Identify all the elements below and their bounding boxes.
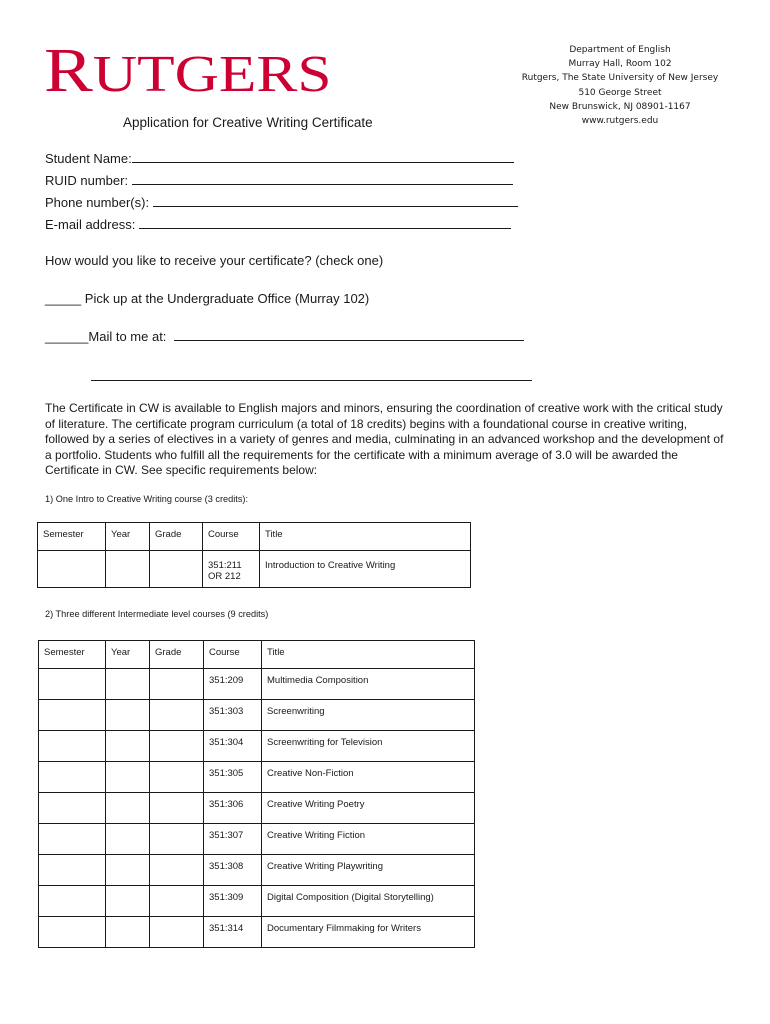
dept-line: 510 George Street [578,87,662,98]
grade-cell[interactable] [150,824,204,855]
grade-cell[interactable] [150,855,204,886]
title-cell: Documentary Filmmaking for Writers [262,917,475,948]
course-cell: 351:303 [204,700,262,731]
email-input[interactable] [139,216,511,229]
table-row [39,669,475,700]
semester-cell[interactable] [39,762,106,793]
mail-address-line-2 [91,368,532,384]
year-cell[interactable] [106,917,150,948]
year-cell[interactable] [106,551,150,588]
year-cell[interactable] [106,762,150,793]
table-header-row [39,641,475,669]
intro-requirement-label: 1) One Intro to Creative Writing course (3 credits): [45,494,249,504]
semester-cell[interactable] [39,855,106,886]
title-cell: Multimedia Composition [262,669,475,700]
email-label: E-mail address: [45,217,136,232]
title-cell: Digital Composition (Digital Storytelling) [262,886,475,917]
dept-line: New Brunswick, NJ 08901-1167 [549,101,691,112]
column-header: Year [106,523,150,551]
mail-option [45,328,524,344]
course-cell: 351:308 [204,855,262,886]
column-header: Title [262,641,475,669]
pickup-option [45,291,369,306]
semester-cell[interactable] [39,824,106,855]
mail-address-input-2[interactable] [91,368,532,381]
course-cell: 351:307 [204,824,262,855]
delivery-question: How would you like to receive your certificate? (check one) [45,253,384,268]
table-row [39,824,475,855]
semester-cell[interactable] [39,669,106,700]
phone-input[interactable] [153,194,518,207]
course-cell: 351:305 [204,762,262,793]
grade-cell[interactable] [150,551,203,588]
phone-field [45,194,518,210]
grade-cell[interactable] [150,886,204,917]
grade-cell[interactable] [150,793,204,824]
intro-course-table [37,522,471,588]
column-header: Year [106,641,150,669]
table-row [39,886,475,917]
course-cell: 351:304 [204,731,262,762]
intermediate-requirement-label: 2) Three different Intermediate level courses (9 credits) [45,609,269,619]
column-header: Course [203,523,260,551]
grade-cell[interactable] [150,731,204,762]
year-cell[interactable] [106,855,150,886]
course-cell: 351:309 [204,886,262,917]
title-cell: Creative Writing Poetry [262,793,475,824]
ruid-label: RUID number: [45,173,129,188]
year-cell[interactable] [106,700,150,731]
title-cell: Introduction to Creative Writing [260,551,471,588]
semester-cell[interactable] [39,700,106,731]
department-address [500,43,740,128]
grade-cell[interactable] [150,917,204,948]
pickup-checkbox[interactable]: _____ [45,291,82,306]
year-cell[interactable] [106,669,150,700]
table-row [39,855,475,886]
year-cell[interactable] [106,824,150,855]
column-header: Course [204,641,262,669]
title-cell: Screenwriting [262,700,475,731]
semester-cell[interactable] [39,793,106,824]
title-cell: Creative Writing Fiction [262,824,475,855]
semester-cell[interactable] [39,917,106,948]
dept-line: Murray Hall, Room 102 [568,59,672,70]
email-field [45,216,511,232]
grade-cell[interactable] [150,700,204,731]
year-cell[interactable] [106,793,150,824]
table-row [38,551,471,588]
table-row [39,731,475,762]
title-cell: Screenwriting for Television [262,731,475,762]
title-cell: Creative Writing Playwriting [262,855,475,886]
student-name-label: Student Name: [45,151,132,166]
semester-cell[interactable] [39,886,106,917]
column-header: Semester [39,641,106,669]
dept-line: Department of English [569,45,671,55]
year-cell[interactable] [106,886,150,917]
title-cell: Creative Non-Fiction [262,762,475,793]
column-header: Title [260,523,471,551]
phone-label: Phone number(s): [45,195,150,210]
intermediate-course-table [38,640,475,948]
table-row [39,762,475,793]
column-header: Semester [38,523,106,551]
course-cell: 351:306 [204,793,262,824]
rutgers-logo: RUTGERS [44,37,332,105]
column-header: Grade [150,641,204,669]
course-cell: 351:209 [204,669,262,700]
certificate-description: The Certificate in CW is available to English majors and minors, ensuring the coordination of creative work with the critical study of literature. The certificate program curriculum (a total of 18 credits) begins with a foundational course in creative writing, followed by a series of electives in a variety of genres and media, culminating in an advanced workshop and the development of a portfolio. Students who fulfill all the requirements for the certificate with a minimum average of 3.0 will be awarded the Certificate in CW. See specific requirements below: [45,401,724,478]
course-cell: 351:211 OR 212 [203,551,260,588]
grade-cell[interactable] [150,669,204,700]
mail-label: Mail to me at: [88,329,167,344]
mail-address-input[interactable] [174,328,524,341]
dept-line: www.rutgers.edu [581,116,659,127]
mail-checkbox[interactable]: ______ [45,329,89,344]
semester-cell[interactable] [38,551,106,588]
ruid-input[interactable] [132,172,513,185]
column-header: Grade [150,523,203,551]
table-header-row [38,523,471,551]
pickup-label: Pick up at the Undergraduate Office (Murray 102) [84,291,370,306]
semester-cell[interactable] [39,731,106,762]
course-cell: 351:314 [204,917,262,948]
year-cell[interactable] [106,731,150,762]
table-row [39,700,475,731]
grade-cell[interactable] [150,762,204,793]
table-row [39,917,475,948]
student-name-field [45,150,514,166]
dept-line: Rutgers, The State University of New Jersey [521,73,719,84]
table-row [39,793,475,824]
ruid-field [45,172,513,188]
page-title: Application for Creative Writing Certificate [123,115,373,130]
student-name-input[interactable] [132,150,514,163]
